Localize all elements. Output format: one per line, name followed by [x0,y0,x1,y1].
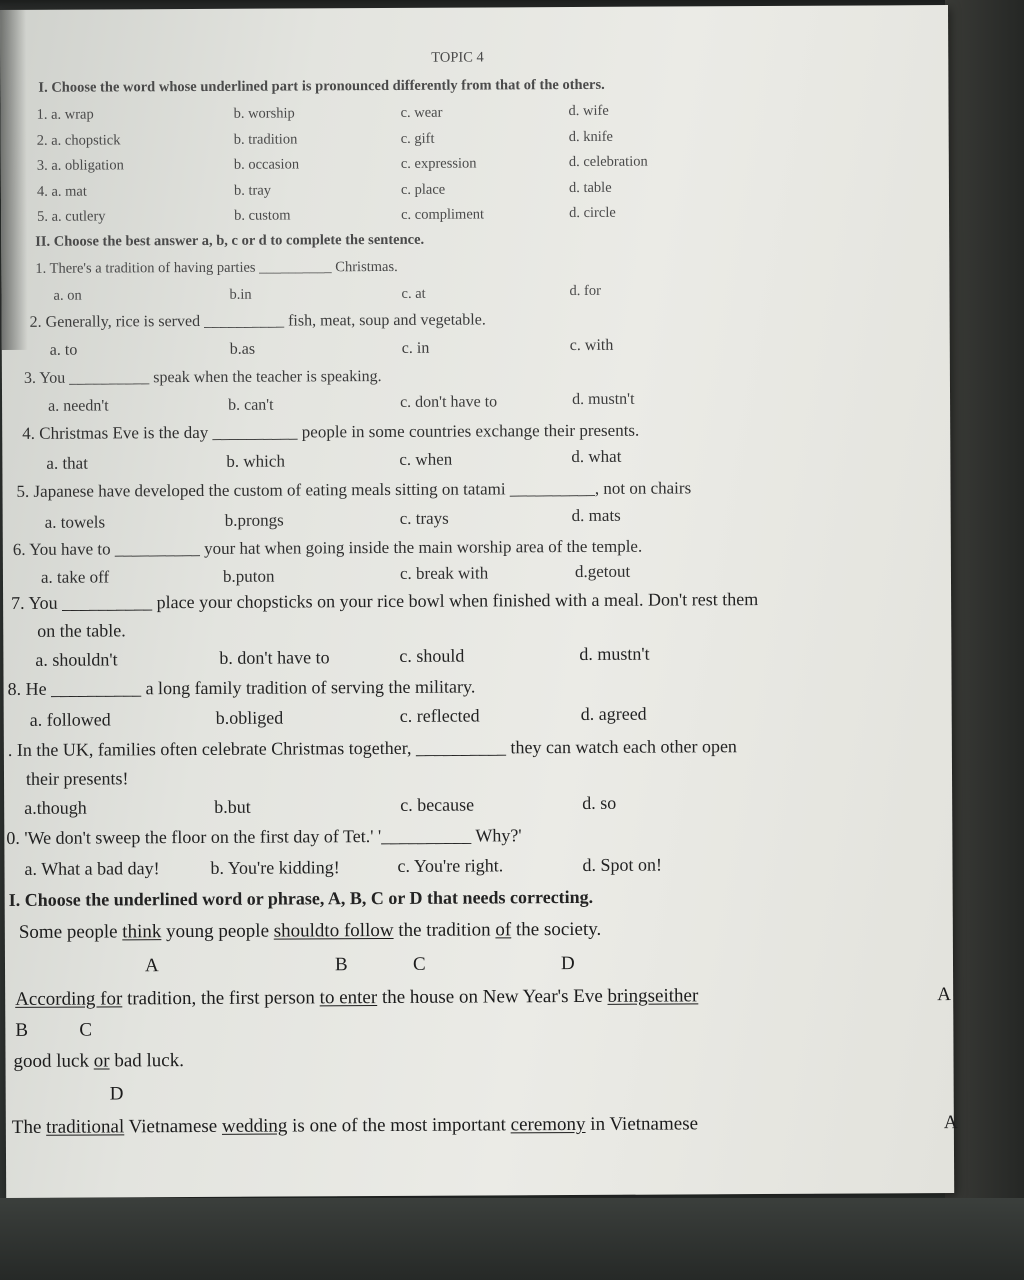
section-2-heading: II. Choose the best answer a, b, c or d to complete the sentence. [35,231,425,250]
error-sentence-2: According for tradition, the first person to enter the house on New Year's Eve bringseither [15,985,699,1010]
q4-text: 4. Christmas Eve is the day __________ people in some countries exchange their presents. [22,420,640,443]
q10-text: 0. 'We don't sweep the floor on the first day of Tet.' '__________ Why?' [6,825,522,848]
section-1-heading: I. Choose the word whose underlined part is pronounced differently from that of the others. [38,76,605,96]
q10-options: a. What a bad day! b. You're kidding! c. You're right. d. Spot on! [24,854,663,879]
q9-options: a.though b.but c. because d. so [24,792,617,818]
q7-options: a. shouldn't b. don't have to c. should d. mustn't [35,643,650,670]
q6-text: 6. You have to __________ your hat when going inside the main worship area of the temple. [12,536,643,559]
q8-options: a. followed b.obliged c. reflected d. agreed [29,703,647,730]
q1-options: a. on b.in c. at d. for [53,282,601,304]
error-sentence-1: Some people think young people shouldto follow the tradition of the society. [18,918,602,943]
q3-text: 3. You __________ speak when the teacher is speaking. [23,368,382,387]
q2-options: a. to b.as c. in c. with [49,336,614,359]
sentence-2-labels: B C [15,1019,93,1041]
worksheet-page [0,5,958,1198]
sec1-row-4: 4. a. mat b. tray c. place d. table [36,179,612,200]
q3-options: a. needn't b. can't c. don't have to d. mustn't [48,390,635,415]
sec1-row-3: 3. a. obligation b. occasion c. expression d. celebration [36,153,648,174]
sec1-row-5: 5. a. cutlery b. custom c. compliment d. circle [37,204,616,225]
side-label-a: A [937,984,951,1006]
underlined-word: or [93,1050,110,1072]
side-label-a-2: A [943,1112,958,1134]
underlined-word: to enter [319,987,378,1009]
q2-text: 2. Generally, rice is served __________ fish, meat, soup and vegetable. [29,311,486,331]
q7-text: 7. You __________ place your chopsticks on your rice bowl when finished with a meal. Don't rest them [11,589,759,613]
q9-text: . In the UK, families often celebrate Christmas together, __________ they can watch each other open [7,736,737,760]
q6-options: a. take off b.puton c. break with d.getout [40,561,631,587]
q8-text: 8. He __________ a long family tradition of serving the military. [7,676,476,699]
underlined-word: shouldto follow [273,919,394,942]
fold-shadow [0,10,28,350]
underlined-word: wedding [221,1115,288,1137]
section-3-heading: I. Choose the underlined word or phrase, A, B, C or D that needs correcting. [8,886,594,910]
background-bottom [0,1198,1024,1280]
underlined-word: of [495,919,512,941]
sentence-1-labels: A B C D [144,953,575,977]
underlined-word: think [122,921,162,943]
sec1-row-1: 1. a. wrap b. worship c. wear d. wife [36,102,609,123]
q5-options: a. towels b.prongs c. trays d. mats [44,505,621,532]
q5-text: 5. Japanese have developed the custom of eating meals sitting on tatami __________, not on chairs [16,478,692,501]
q1-text: 1. There's a tradition of having parties __________ Christmas. [35,258,398,277]
background-right [945,0,1024,1280]
underlined-word: According for [15,988,123,1010]
q9-text-cont: their presents! [25,768,129,789]
underlined-word: ceremony [510,1113,586,1136]
error-sentence-3: The traditional Vietnamese wedding is one of the most important ceremony in Vietnamese [11,1113,699,1138]
error-sentence-2-cont: good luck or bad luck. [13,1050,185,1072]
underlined-word: traditional [46,1116,125,1138]
label-d: D [109,1083,124,1105]
q7-text-cont: on the table. [37,620,126,641]
page-title: TOPIC 4 [431,49,484,66]
underlined-word: bringseither [607,985,699,1007]
sec1-row-2: 2. a. chopstick b. tradition c. gift d. knife [36,128,614,149]
q4-options: a. that b. which c. when d. what [46,446,622,473]
